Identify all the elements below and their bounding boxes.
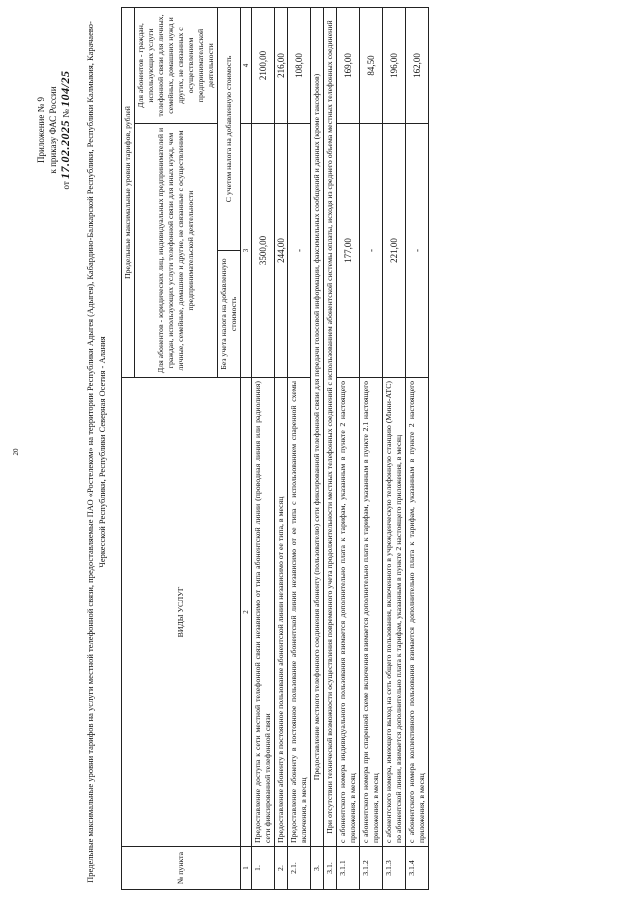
handwritten-number: 104/25 [58, 70, 72, 107]
page-number: 20 [12, 448, 20, 456]
table-row: 2. Предоставление абоненту в постоянное пользование абонентской линии независимо от ее типа, в месяц 244,00 216,00 [275, 8, 288, 890]
table-row: 3.1.3 с абонентского номера, имеющего выход на сеть общего пользования, включенного в учрежденческую телефонную станцию (Мини-АТС) по абонентской линии, взимается дополнительно плата к тарифам, указанным в пункте 2 настоящего приложения, в месяц 221,00 196,00 [383, 8, 406, 890]
appendix-date-line: от 17.02.2025 № 104/25 [58, 70, 72, 190]
document-title: Предельные максимальные уровни тарифов на услуги местной телефонной связи, предоставляемые ПАО «Ростелеком» на территории Республики Адыгея (Адыгея), Кабардино-Балкарской Республики, Республики Калмыкия, Карачаево-Черкесской Республики, Республики Северная Осетия - Алания [85, 21, 107, 883]
table-row: 3.1.1 с абонентского номера индивидуального пользования взимается дополнительно плата к тарифам, указанным в пункте 2 настоящего приложения, в месяц 177,00 169,00 [337, 8, 360, 890]
section-row: 3.1. При отсутствии технической возможности осуществления повременного учета продолжительности местных телефонных соединений с использованием абонентской системы оплаты, исходя из среднего объема местных телефонных соединений [324, 8, 337, 890]
section-row: 3. Предоставление местного телефонного соединения абоненту (пользователю) сети фиксированной телефонной связи для передачи голосовой информации, факсимильных сообщений и данных (кроме таксофонов) [311, 8, 324, 890]
table-row: 1. Предоставление доступа к сети местной телефонной связи независимо от типа абонентской линии (проводная линия или радиолиния) сети фиксированной телефонной связи 3500,00 2100,00 [252, 8, 275, 890]
header-service: ВИДЫ УСЛУГ [122, 378, 241, 847]
header-tariff-levels: Предельные максимальные уровни тарифов, рублей [122, 8, 135, 378]
handwritten-date: 17.02.2025 [58, 119, 72, 179]
header-point: № пункта [122, 847, 241, 890]
tariff-table [121, 7, 429, 890]
table-row: 2.1. Предоставление абоненту в постоянное пользование абонентской линии независимо от ее типа с использованием спаренной схемы включения, в месяц - 108,00 [288, 8, 311, 890]
appendix-header [35, 30, 72, 230]
appendix-order: к приказу ФАС России [48, 86, 58, 174]
header-legal: Для абонентов - юридических лиц, индивидуальных предпринимателей и граждан, использующих услуги телефонной связи для иных нужд, чем личные, семейные, домашние и другие, не связанные с осуществлением предпринимательской деятельности [135, 124, 218, 378]
table-row: 3.1.2 с абонентского номера при спаренной схеме включения взимается дополнительно плата к тарифам, указанным в пункте 2.1 настоящего приложения, в месяц - 84,50 [360, 8, 383, 890]
header-with-vat: С учетом налога на добавленную стоимость [218, 8, 241, 251]
header-citizens: Для абонентов - граждан, использующих услуги телефонной связи для личных, семейных, домашних нужд и других, не связанных с осуществлением предпринимательской деятельности [135, 8, 218, 124]
index-row: 1 2 3 4 [241, 8, 252, 890]
header-without-vat: Без учета налога на добавленную стоимость [218, 251, 241, 378]
table-row: 3.1.4 с абонентского номера коллективного пользования взимается дополнительно плата к тарифам, указанным в пункте 2 настоящего приложения, в месяц - 162,00 [406, 8, 429, 890]
appendix-title: Приложение № 9 [36, 97, 46, 163]
